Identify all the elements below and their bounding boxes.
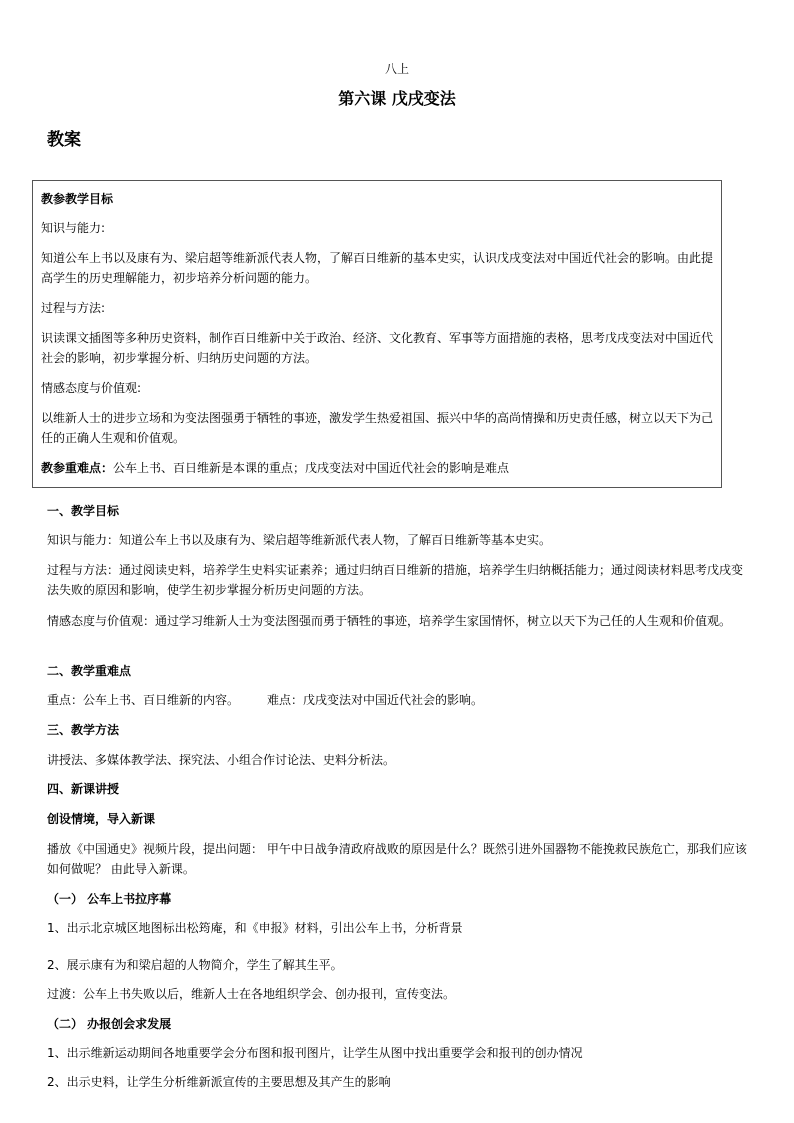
section3-heading: 三、教学方法 bbox=[47, 723, 120, 737]
part1-item2: 2、展示康有为和梁启超的人物简介，学生了解其生平。 bbox=[47, 958, 343, 972]
process-text: 识读课文插图等多种历史资料，制作百日维新中关于政治、经济、文化教育、军事等方面措施的表格，思考戊戌变法对中国近代社会的影响，初步掌握分析、归纳历史问题的方法。 bbox=[41, 331, 714, 365]
intro-heading: 创设情境，导入新课 bbox=[47, 812, 156, 826]
transition-text: 过渡：公车上书失败以后，维新人士在各地组织学会、创办报刊，宣传变法。 bbox=[47, 987, 456, 1001]
emotion-text: 以维新人士的进步立场和为变法图强勇于牺牲的事迹，激发学生热爱祖国、振兴中华的高尚情操和历史责任感，树立以天下为己任的正确人生观和价值观。 bbox=[41, 411, 714, 445]
part2-item2: 2、出示史料，让学生分析维新派宣传的主要思想及其产生的影响 bbox=[47, 1075, 391, 1089]
grade-label: 八上 bbox=[384, 62, 409, 76]
knowledge-label: 知识与能力: bbox=[41, 221, 106, 235]
section3-text: 讲授法、多媒体教学法、探究法、小组合作讨论法、史料分析法。 bbox=[47, 753, 396, 767]
section2-line bbox=[47, 690, 753, 710]
part2-heading: （二） 办报创会求发展 bbox=[47, 1017, 172, 1031]
intro-text: 播放《中国通史》视频片段，提出问题： 甲午中日战争清政府战败的原因是什么？既然引进外国器物不能挽救民族危亡，那我们应该如何做呢？ 由此导入新课。 bbox=[47, 842, 747, 876]
difficult-point: 难点：戊戌变法对中国近代社会的影响。 bbox=[267, 693, 484, 707]
reference-objectives-box bbox=[32, 180, 722, 488]
emotion-label: 情感态度与价值观: bbox=[41, 381, 142, 395]
section1-knowledge: 知识与能力：知道公车上书以及康有为、梁启超等维新派代表人物，了解百日维新等基本史实。 bbox=[47, 533, 552, 547]
lesson-title: 第六课 戊戌变法 bbox=[338, 89, 456, 108]
keypoints-line bbox=[41, 458, 717, 478]
section1-heading: 一、教学目标 bbox=[47, 504, 120, 518]
part1-item1: 1、出示北京城区地图标出松筠庵，和《申报》材料，引出公车上书，分析背景 bbox=[47, 921, 463, 935]
section1-emotion: 情感态度与价值观：通过学习维新人士为变法图强而勇于牺牲的事迹，培养学生家国情怀，树立以天下为己任的人生观和价值观。 bbox=[47, 614, 732, 628]
knowledge-text: 知道公车上书以及康有为、梁启超等维新派代表人物，了解百日维新的基本史实，认识戊戌变法对中国近代社会的影响。由此提高学生的历史理解能力，初步培养分析问题的能力。 bbox=[41, 251, 714, 285]
process-label: 过程与方法: bbox=[41, 301, 106, 315]
section4-heading: 四、新课讲授 bbox=[47, 782, 120, 796]
key-point: 重点：公车上书、百日维新的内容。 bbox=[47, 693, 240, 707]
document-subtitle: 教案 bbox=[47, 130, 81, 150]
keypoints-label: 教参重难点： bbox=[41, 461, 114, 475]
part2-item1: 1、出示维新运动期间各地重要学会分布图和报刊图片，让学生从图中找出重要学会和报刊的创办情况 bbox=[47, 1046, 583, 1060]
section2-heading: 二、教学重难点 bbox=[47, 664, 132, 678]
part1-heading: （一） 公车上书拉序幕 bbox=[47, 892, 172, 906]
keypoints-text: 公车上书、百日维新是本课的重点；戊戌变法对中国近代社会的影响是难点 bbox=[113, 461, 510, 475]
objectives-heading: 教参教学目标 bbox=[41, 192, 114, 206]
section1-process: 过程与方法：通过阅读史料，培养学生史料实证素养；通过归纳百日维新的措施，培养学生归纳概括能力；通过阅读材料思考戊戌变法失败的原因和影响，使学生初步掌握分析历史问题的方法。 bbox=[47, 563, 744, 597]
